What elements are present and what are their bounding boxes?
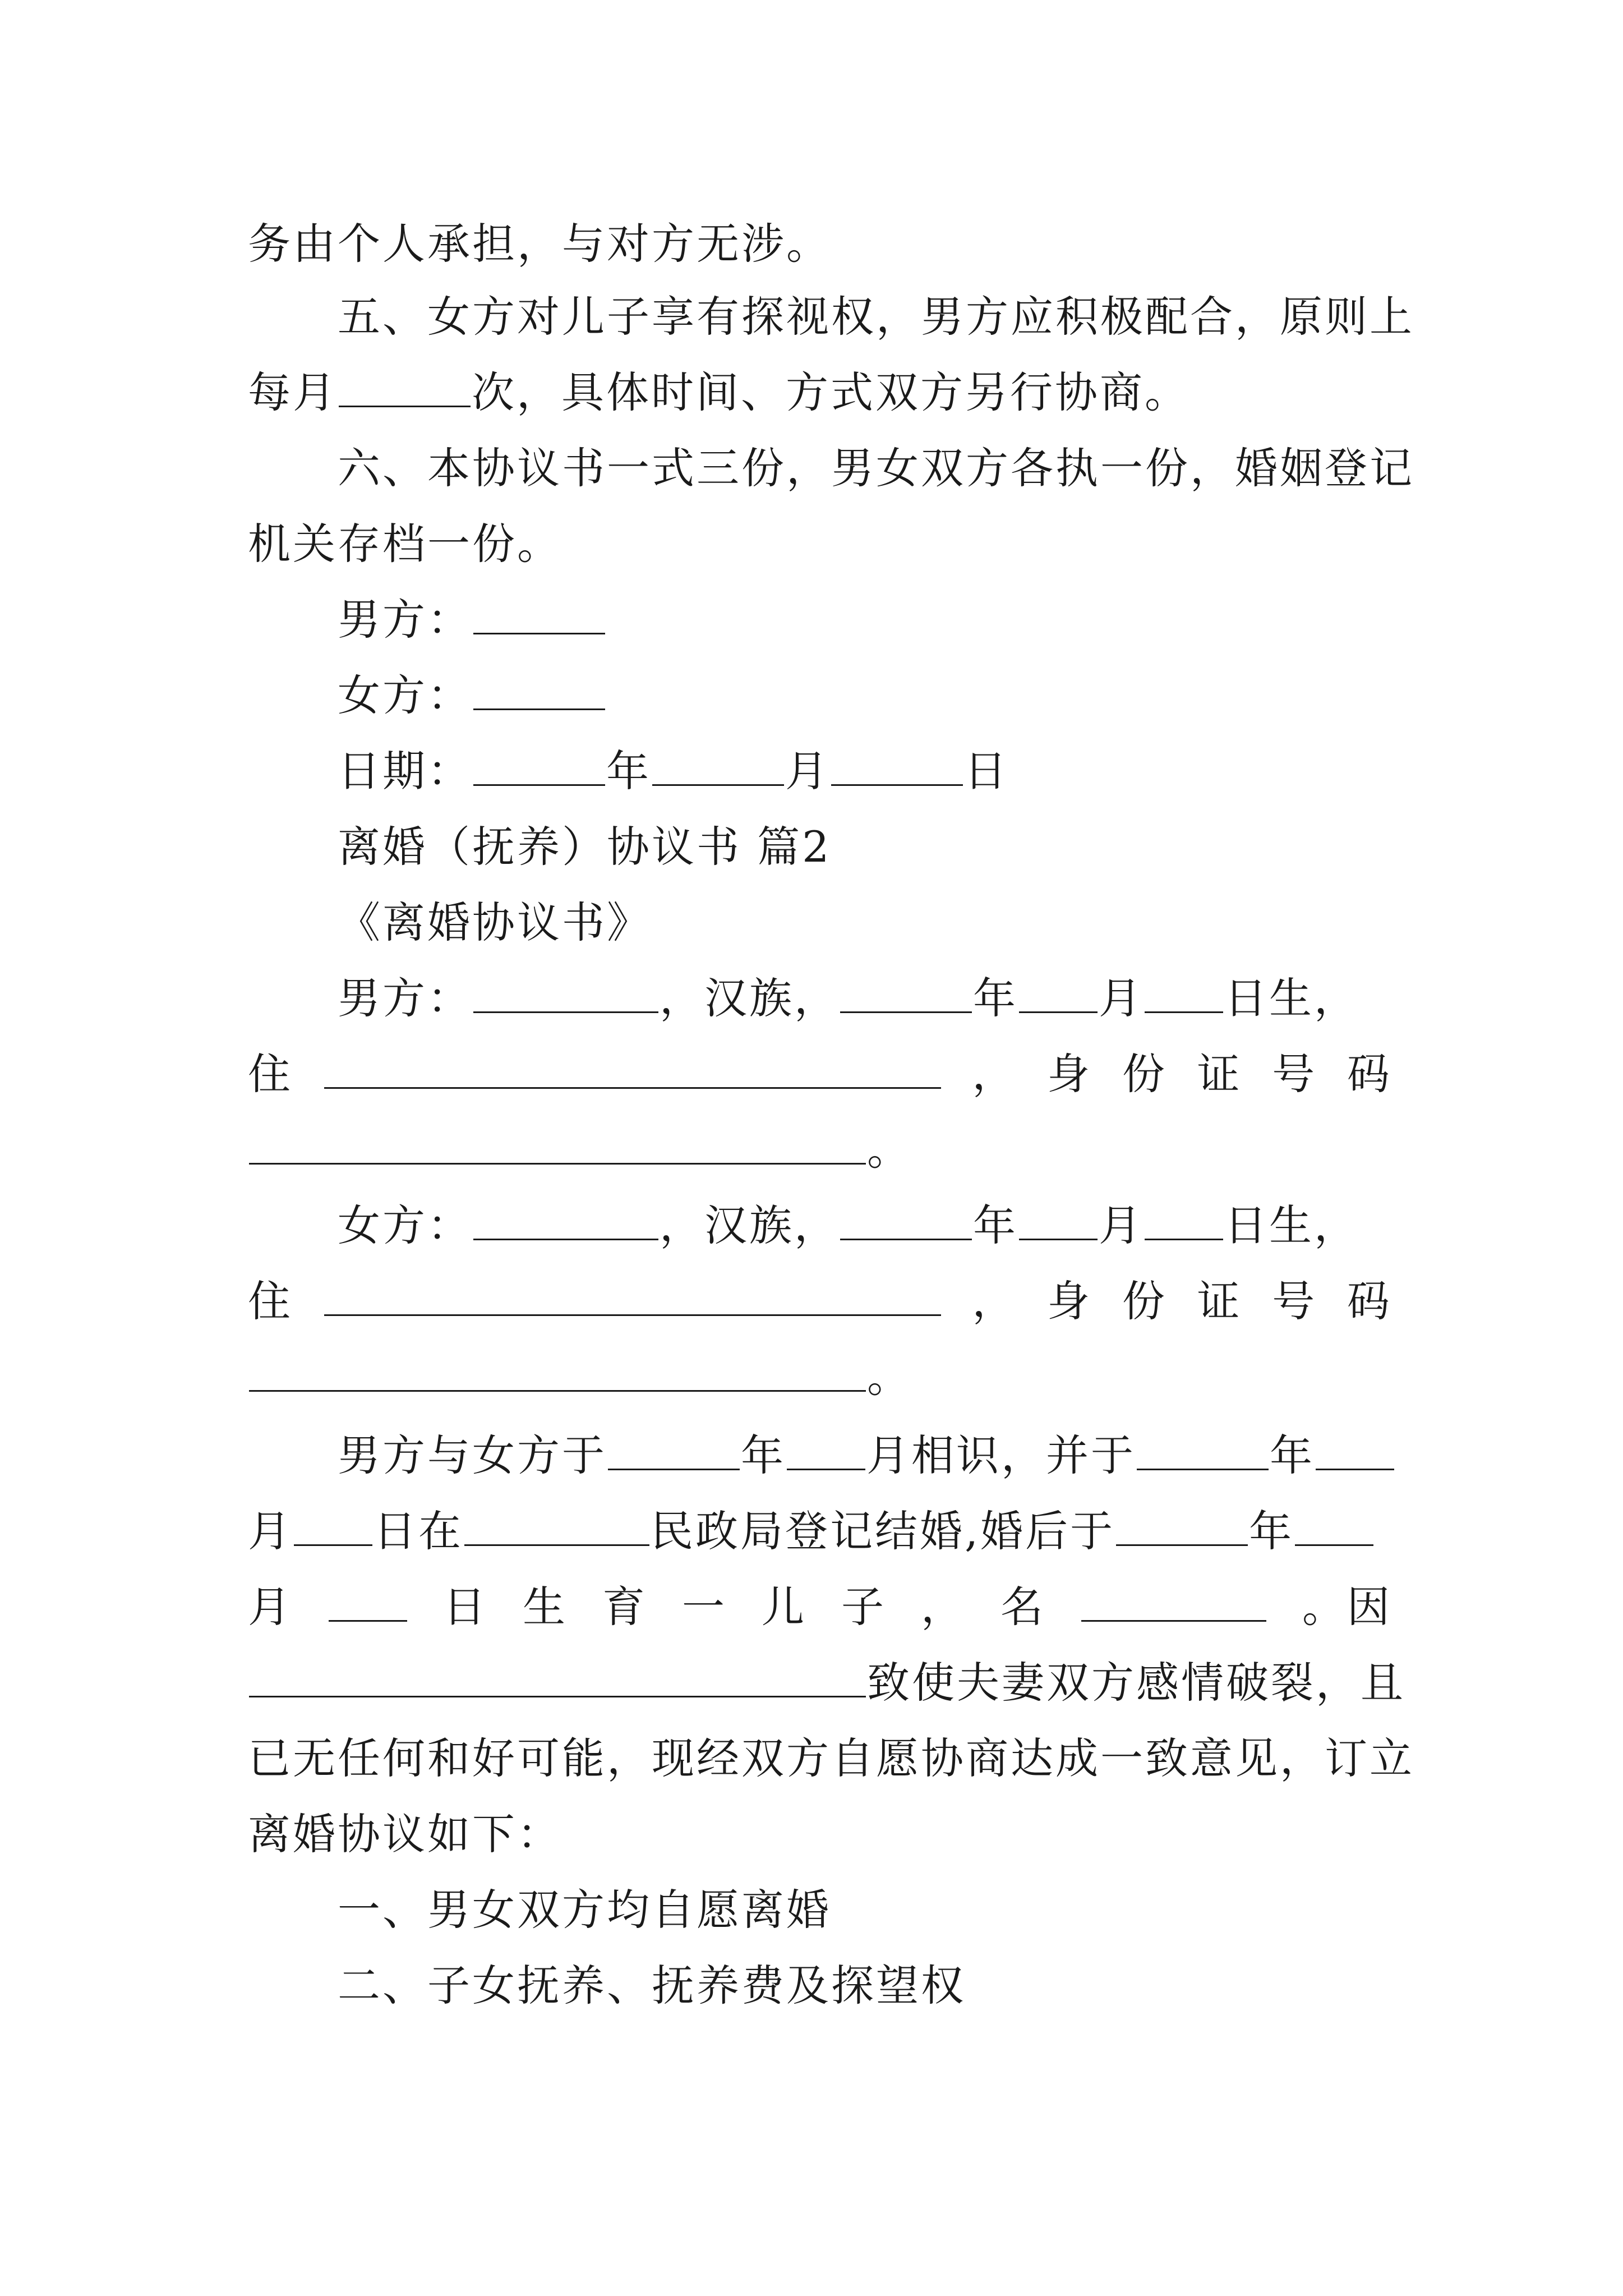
male-label: 男方： — [338, 973, 472, 1023]
period: 。 — [867, 1125, 912, 1175]
female-birth-month-blank[interactable] — [1019, 1206, 1098, 1240]
female-address-line — [248, 1271, 1392, 1332]
birth-month-blank[interactable] — [1295, 1512, 1373, 1546]
paragraph-line — [248, 1803, 1392, 1865]
id-char: 码 — [1347, 1049, 1392, 1099]
agreement-follow-text: 离婚协议如下： — [248, 1809, 562, 1859]
item-two-text: 二、子女抚养、抚养费及探望权 — [338, 1961, 966, 2010]
day-label: 日 — [964, 746, 1009, 796]
clause-five-label: 每月 — [248, 367, 338, 417]
male-birth-day-blank[interactable] — [1145, 979, 1223, 1013]
id-char: 身 — [1047, 1049, 1092, 1099]
month-label: 月 — [248, 1506, 293, 1556]
paragraph-line — [248, 513, 1392, 575]
clause-six-text-end: 机关存档一份。 — [248, 519, 562, 569]
document-title-text: 《离婚协议书》 — [338, 898, 652, 947]
year-label: 年 — [1270, 1430, 1315, 1480]
ethnicity-text: ，汉族， — [660, 1200, 839, 1250]
year-label: 年 — [1249, 1506, 1294, 1556]
date-line — [248, 740, 1482, 802]
month-label: 月 — [248, 1582, 293, 1632]
clause-five-text-end: 次，具体时间、方式双方另行协商。 — [472, 367, 1189, 417]
marry-text: 民政局登记结婚,婚后于 — [651, 1506, 1115, 1556]
female-id-line — [248, 1346, 1392, 1408]
female-birth-year-blank[interactable] — [840, 1206, 972, 1240]
section-heading-text: 离婚（抚养）协议书 篇2 — [338, 822, 832, 872]
child-char: 一 — [682, 1582, 727, 1632]
female-info-line — [248, 1195, 1482, 1257]
marriage-line-2 — [248, 1501, 1392, 1562]
year-label: 年 — [973, 973, 1018, 1023]
birth-day-blank[interactable] — [329, 1588, 407, 1622]
address-label: 住 — [248, 1049, 293, 1099]
clause-six-text: 六、本协议书一式三份，男女双方各执一份，婚姻登记 — [338, 443, 1414, 493]
period: 。 — [867, 1352, 912, 1402]
child-char: 育 — [602, 1582, 647, 1632]
paragraph-line — [248, 438, 1482, 499]
id-char: 身 — [1047, 1276, 1092, 1326]
female-id-blank[interactable] — [249, 1358, 866, 1392]
year-label: 年 — [606, 746, 651, 796]
marriage-line-3 — [248, 1576, 1392, 1638]
marry-day-blank[interactable] — [294, 1512, 372, 1546]
meet-year-blank[interactable] — [608, 1436, 740, 1470]
paragraph-line — [248, 362, 1392, 424]
item-one-text: 一、男女双方均自愿离婚 — [338, 1885, 831, 1935]
month-label: 月 — [1099, 973, 1144, 1023]
item-line — [248, 1955, 1482, 2017]
marry-month-blank[interactable] — [1316, 1436, 1394, 1470]
year-label: 年 — [741, 1430, 786, 1480]
child-char: 生 — [523, 1582, 568, 1632]
month-blank[interactable] — [652, 752, 784, 786]
signature-line-female — [248, 665, 1482, 726]
female-birth-day-blank[interactable] — [1145, 1206, 1223, 1240]
comma: ， — [972, 1276, 1017, 1326]
female-address-blank[interactable] — [324, 1282, 941, 1316]
document-title — [248, 892, 1482, 954]
male-name-blank[interactable] — [473, 979, 658, 1013]
child-char: ， — [921, 1582, 966, 1632]
birth-year-blank[interactable] — [1116, 1512, 1248, 1546]
id-char: 号 — [1272, 1276, 1317, 1326]
male-id-line — [248, 1119, 1392, 1181]
female-label: 女方： — [338, 1200, 472, 1250]
marriage-line-1 — [248, 1425, 1482, 1487]
child-end-text: 。因 — [1302, 1582, 1392, 1632]
reason-line — [248, 1652, 1405, 1714]
registry-blank[interactable] — [464, 1512, 649, 1546]
debt-clause-end: 务由个人承担，与对方无涉。 — [248, 219, 831, 269]
id-char: 号 — [1272, 1049, 1317, 1099]
female-name-blank[interactable] — [473, 1206, 658, 1240]
male-address-blank[interactable] — [324, 1055, 941, 1089]
day-blank[interactable] — [831, 752, 963, 786]
id-char: 份 — [1122, 1049, 1167, 1099]
meet-text: 男方与女方于 — [338, 1430, 607, 1480]
address-label: 住 — [248, 1276, 293, 1326]
male-info-line — [248, 968, 1482, 1029]
id-char: 证 — [1197, 1049, 1242, 1099]
paragraph-line — [248, 286, 1482, 348]
visits-per-month-blank[interactable] — [339, 373, 471, 407]
male-id-blank[interactable] — [249, 1130, 866, 1165]
male-birth-month-blank[interactable] — [1019, 979, 1098, 1013]
no-reconcile-text: 已无任何和好可能，现经双方自愿协商达成一致意见，订立 — [248, 1733, 1414, 1783]
born-text: 日生， — [1224, 1200, 1359, 1250]
male-signature-blank[interactable] — [473, 600, 605, 634]
child-char: 日 — [443, 1582, 488, 1632]
section-heading — [248, 816, 1482, 878]
item-line — [248, 1879, 1482, 1941]
clause-five-text: 五、女方对儿子享有探视权，男方应积极配合，原则上 — [338, 292, 1414, 342]
signature-line-male — [248, 589, 1482, 651]
female-signature-blank[interactable] — [473, 676, 605, 710]
month-label: 月 — [1099, 1200, 1144, 1250]
reason-blank[interactable] — [249, 1663, 866, 1697]
meet-text: 月相识，并于 — [866, 1430, 1136, 1480]
id-char: 证 — [1197, 1276, 1242, 1326]
id-char: 码 — [1347, 1276, 1392, 1326]
year-blank[interactable] — [473, 752, 605, 786]
child-char: 儿 — [762, 1582, 806, 1632]
male-birth-year-blank[interactable] — [840, 979, 972, 1013]
male-address-line — [248, 1043, 1392, 1105]
child-char: 子 — [841, 1582, 886, 1632]
paragraph-line — [248, 213, 1392, 275]
marry-text: 日在 — [374, 1506, 463, 1556]
date-label: 日期： — [338, 746, 472, 796]
reason-text: 致使夫妻双方感情破裂，且 — [867, 1658, 1405, 1708]
paragraph-line — [248, 1728, 1414, 1789]
marry-year-blank[interactable] — [1137, 1436, 1269, 1470]
id-char: 份 — [1122, 1276, 1167, 1326]
meet-month-blank[interactable] — [787, 1436, 865, 1470]
child-name-blank[interactable] — [1081, 1588, 1266, 1622]
child-char: 名 — [1000, 1582, 1045, 1632]
comma: ， — [972, 1049, 1017, 1099]
male-signature-label: 男方： — [338, 595, 472, 645]
female-signature-label: 女方： — [338, 670, 472, 720]
year-label: 年 — [973, 1200, 1018, 1250]
ethnicity-text: ，汉族， — [660, 973, 839, 1023]
born-text: 日生， — [1224, 973, 1359, 1023]
month-label: 月 — [785, 746, 830, 796]
